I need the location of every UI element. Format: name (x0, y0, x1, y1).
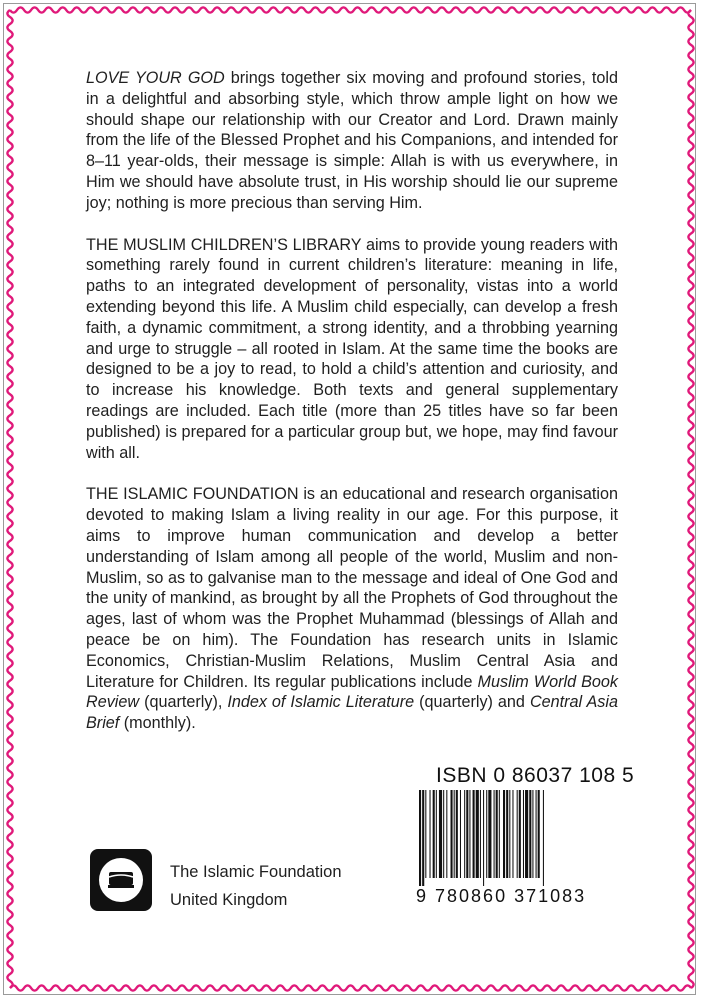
barcode-bar (529, 790, 531, 878)
barcode-bar (483, 790, 484, 886)
barcode-bar (532, 790, 533, 878)
barcode-bar (460, 790, 461, 878)
barcode-bar (488, 790, 491, 878)
publisher-info (170, 858, 342, 914)
barcode-bar (496, 790, 498, 878)
barcode-bar (422, 790, 424, 886)
barcode-bar (494, 790, 495, 878)
barcode-bar (509, 790, 510, 878)
description-text (86, 68, 618, 755)
isbn-label: ISBN 0 86037 108 5 (436, 764, 635, 787)
barcode-bar (430, 790, 431, 878)
barcode-bar (480, 790, 481, 878)
barcode-bar (436, 790, 437, 878)
barcode-bar (464, 790, 465, 878)
foundation-logo-icon (90, 849, 152, 911)
barcode-bar (536, 790, 537, 878)
barcode-bar (503, 790, 505, 878)
publisher-name: The Islamic Foundation (170, 863, 342, 881)
barcode-bar (446, 790, 447, 878)
barcode-bar (517, 790, 518, 878)
barcode-bar (506, 790, 508, 878)
barcode-bar (512, 790, 513, 878)
paragraph-1-body: brings together six moving and profound stories, told in a delightful and absorbing style, which throw ample light on how we should shape our relationship with our Creator and Lord. Drawn mainly from the life of the Blessed Prophet and his Companions, and intended for 8–11 year-olds, their message is simple: Allah is with us everywhere, in Him we should have absolute trust, in His worship should lie our supreme joy; nothing is more precious than serving Him. (86, 69, 618, 212)
barcode-bar (433, 790, 435, 878)
paragraph-3-connector: (quarterly) and (414, 693, 530, 712)
barcode-number: 9 780860 371083 (416, 886, 587, 906)
barcode-bar (451, 790, 453, 878)
paragraph-3-ending: (monthly). (119, 714, 196, 733)
paragraph-islamic-foundation (86, 484, 618, 734)
barcode-bar (466, 790, 468, 878)
publication-title: Muslim World Book Review (86, 672, 618, 712)
barcode-bar (456, 790, 458, 878)
barcode-bar (439, 790, 442, 878)
barcode-icon (418, 790, 623, 886)
paragraph-3-body: THE ISLAMIC FOUNDATION is an educational and research organisation devoted to making Islam a living reality in our age. For this purpose, it aims to improve human communication and develop a better understanding of Islam among all people of the world, Muslim and non-Muslim, so as to galvanise man to the message and ideal of One God and the unity of mankind, as brought by all the Prophets of God throughout the ages, last of whom was the Prophet Muhammad (blessings of Allah and peace be on him). The Foundation has research units in Islamic Economics, Christian-Muslim Relations, Muslim Central Asia and Literature for Children. Its regular publications include (86, 485, 618, 691)
barcode-bar (454, 790, 455, 878)
barcode-bar (425, 790, 426, 878)
barcode-bar (525, 790, 528, 878)
barcode-bar (443, 790, 444, 878)
barcode-bar (419, 790, 421, 886)
paragraph-love-your-god (86, 68, 618, 214)
barcode-bar (519, 790, 521, 878)
publication-title: Central Asia Brief (86, 693, 619, 733)
barcode-bar (486, 790, 487, 878)
paragraph-3-connector: (quarterly), (139, 693, 228, 712)
barcode-bar (543, 790, 544, 886)
barcode-bar (523, 790, 524, 878)
publication-title: Index of Islamic Literature (227, 693, 415, 712)
barcode-bar (538, 790, 540, 878)
book-title: LOVE YOUR GOD (86, 69, 225, 87)
paragraph-childrens-library: THE MUSLIM CHILDREN’S LIBRARY aims to provide young readers with something rarely found in current children’s literature: meaning in life, paths to an integrated development of personality, vistas into a world extending beyond this life. A Muslim child especially, can develop a fresh faith, a dynamic commitment, a strong identity, and a throbbing yearning and urge to struggle – all rooted in Islam. At the same time the books are designed to be a joy to read, to hold a child’s attention and curiosity, and to increase his knowledge. Both texts and general supplementary readings are included. Each title (more than 25 titles have so far been published) is prepared for a particular group but, we hope, may find favour with all. (86, 235, 618, 462)
barcode-bar (473, 790, 475, 878)
barcode-bar (499, 790, 500, 878)
barcode-bar (469, 790, 470, 878)
publisher-country: United Kingdom (170, 891, 288, 909)
barcode-bar (476, 790, 479, 878)
